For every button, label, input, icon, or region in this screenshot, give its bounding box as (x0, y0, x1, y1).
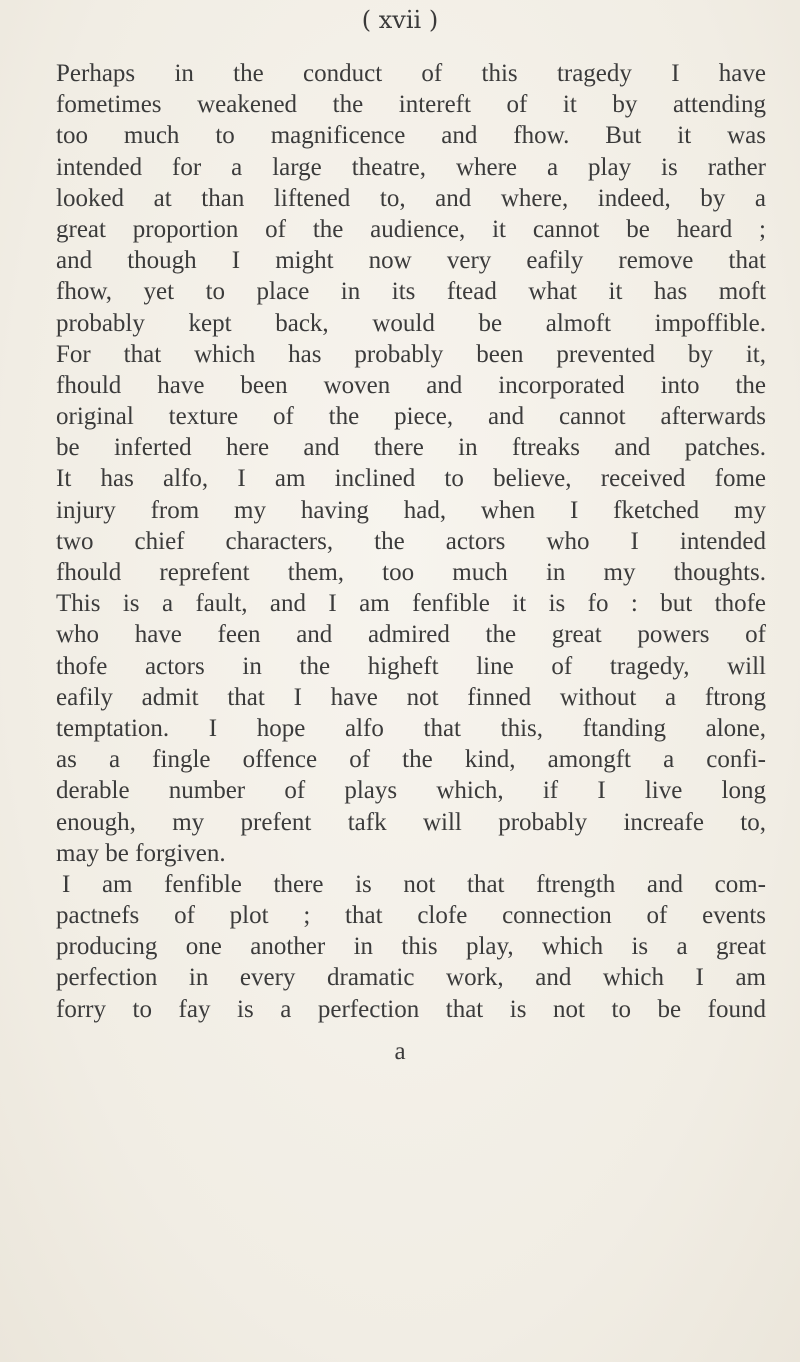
text-line: and though I might now very eafily remove that (56, 247, 766, 275)
text-line: fhould have been woven and incorporated into the (56, 371, 766, 399)
body-text (56, 58, 766, 1025)
text-line: pactnefs of plot ; that clofe connection of events (56, 902, 766, 930)
text-line: producing one another in this play, which is a great (56, 933, 766, 961)
text-line: For that which has probably been prevented by it, (56, 340, 766, 368)
text-line: eafily admit that I have not finned without a ftrong (56, 683, 766, 711)
text-line: fhow, yet to place in its ftead what it has moft (56, 278, 766, 306)
text-line: as a fingle offence of the kind, amongft a confi- (56, 746, 766, 774)
text-line: may be forgiven. (56, 839, 226, 867)
text-line: I am fenfible there is not that ftrength and com- (62, 870, 766, 898)
text-line: great proportion of the audience, it cannot be heard ; (56, 215, 766, 243)
text-line: probably kept back, would be almoft impoffible. (56, 309, 766, 337)
signature-mark: a (394, 1038, 406, 1065)
text-line: It has alfo, I am inclined to believe, received fome (56, 465, 766, 493)
text-line: who have feen and admired the great powers of (56, 621, 766, 649)
text-line: two chief characters, the actors who I intended (56, 527, 766, 555)
text-line: temptation. I hope alfo that this, ftanding alone, (56, 714, 766, 742)
text-line: fhould reprefent them, too much in my thoughts. (56, 559, 766, 586)
text-line: too much to magnificence and fhow. But it was (56, 122, 766, 150)
page-number-header: ( xvii ) (361, 6, 439, 34)
text-line: derable number of plays which, if I live long (56, 777, 766, 805)
text-line: looked at than liftened to, and where, indeed, by a (56, 184, 766, 212)
text-line: injury from my having had, when I fketched my (56, 496, 766, 524)
text-line: enough, my prefent tafk will probably increafe to, (56, 808, 766, 836)
text-line: This is a fault, and I am fenfible it is fo : but thofe (56, 590, 766, 618)
text-line: Perhaps in the conduct of this tragedy I have (56, 60, 766, 87)
text-line: forry to fay is a perfection that is not to be found (56, 995, 766, 1023)
text-line: intended for a large theatre, where a play is rather (56, 153, 766, 181)
text-line: perfection in every dramatic work, and which I am (56, 964, 766, 992)
text-line: thofe actors in the higheft line of tragedy, will (56, 652, 766, 680)
text-line: original texture of the piece, and cannot afterwards (56, 403, 766, 431)
text-line: be inferted here and there in ftreaks and patches. (56, 434, 766, 462)
text-line: fometimes weakened the intereft of it by attending (56, 91, 766, 119)
